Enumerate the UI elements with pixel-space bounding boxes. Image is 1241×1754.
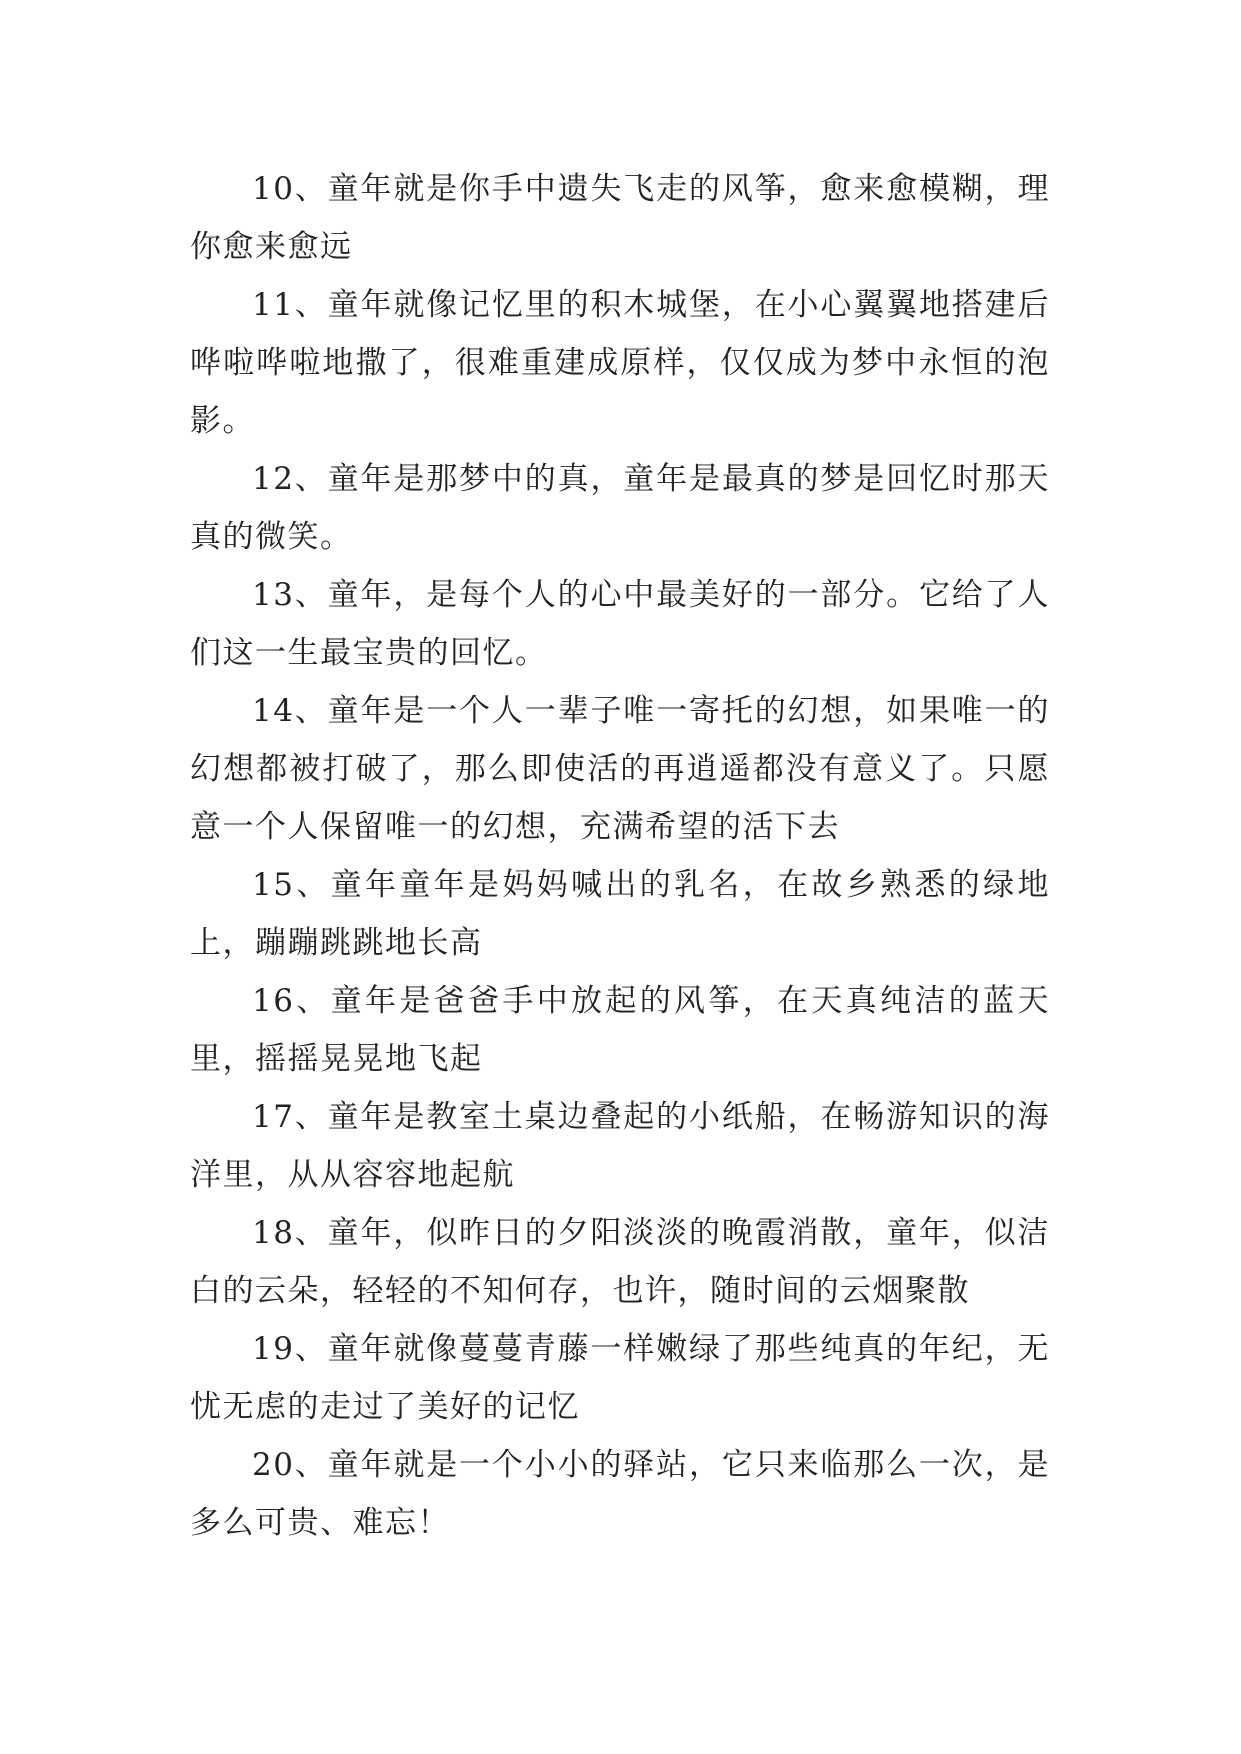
paragraph-16: 16、童年是爸爸手中放起的风筝，在天真纯洁的蓝天里，摇摇晃晃地飞起 [190,983,1050,1077]
paragraph-17: 17、童年是教室土桌边叠起的小纸船，在畅游知识的海洋里，从从容容地起航 [190,1099,1050,1193]
document-body [190,160,1050,1552]
paragraph-11: 11、童年就像记忆里的积木城堡，在小心翼翼地搭建后哗啦哗啦地撒了，很难重建成原样，仅仅成为梦中永恒的泡影。 [190,287,1050,439]
paragraph-12: 12、童年是那梦中的真，童年是最真的梦是回忆时那天真的微笑。 [190,461,1050,555]
paragraph-13: 13、童年，是每个人的心中最美好的一部分。它给了人们这一生最宝贵的回忆。 [190,577,1050,671]
paragraph-19: 19、童年就像蔓蔓青藤一样嫩绿了那些纯真的年纪，无忧无虑的走过了美好的记忆 [190,1331,1050,1425]
paragraph-18: 18、童年，似昨日的夕阳淡淡的晚霞消散，童年，似洁白的云朵，轻轻的不知何存，也许，随时间的云烟聚散 [190,1215,1050,1309]
paragraph-10: 10、童年就是你手中遗失飞走的风筝，愈来愈模糊，理你愈来愈远 [190,171,1050,265]
paragraph-15: 15、童年童年是妈妈喊出的乳名，在故乡熟悉的绿地上，蹦蹦跳跳地长高 [190,867,1050,961]
paragraph-14: 14、童年是一个人一辈子唯一寄托的幻想，如果唯一的幻想都被打破了，那么即使活的再逍遥都没有意义了。只愿意一个人保留唯一的幻想，充满希望的活下去 [190,693,1050,845]
paragraph-20: 20、童年就是一个小小的驿站，它只来临那么一次，是多么可贵、难忘！ [190,1447,1050,1541]
